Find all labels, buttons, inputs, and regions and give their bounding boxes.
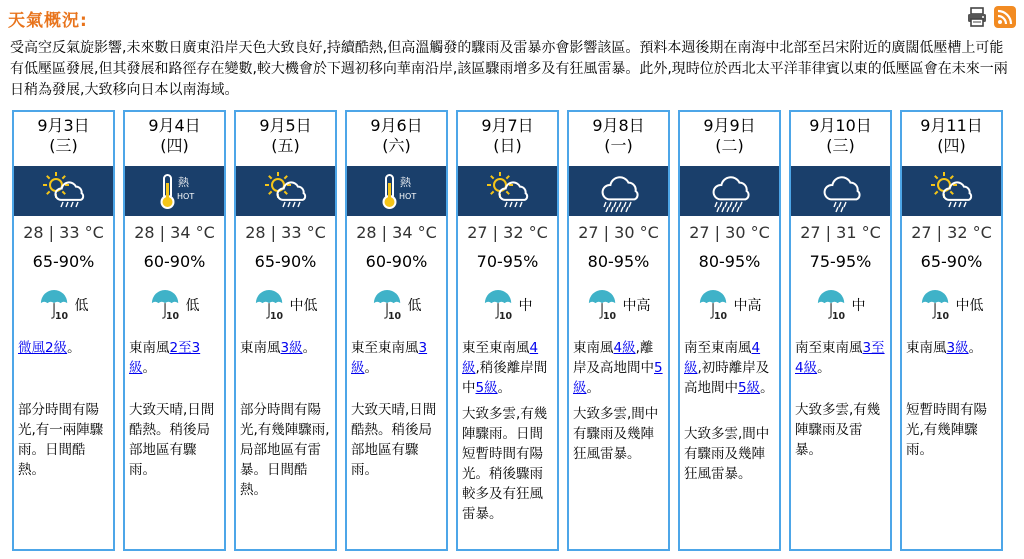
forecast-day-card: [567, 110, 670, 551]
wind-text: 東至東南風: [351, 340, 419, 356]
weather-description: 大致天晴,日間酷熱。稍後局部地區有驟雨。: [129, 402, 215, 478]
weather-description: 部分時間有陽光,有一兩陣驟雨。日間酷熱。: [18, 402, 104, 478]
temperature-range: 28 | 33 °C: [245, 223, 326, 242]
forecast-date: 9月4日: [148, 116, 201, 135]
wind-force-link[interactable]: 4級: [462, 340, 539, 376]
weather-description: 大致多雲,有幾陣驟雨。日間短暫時間有陽光。稍後驟雨較多及有狂風雷暴。: [462, 406, 548, 522]
humidity-range: 65-90%: [254, 252, 317, 271]
forecast-weekday: (四): [160, 136, 189, 155]
rain-probability-label: 中高: [622, 298, 651, 314]
weather-icon-band: [680, 166, 779, 216]
svg-text:熱: 熱: [399, 176, 411, 189]
forecast-date: 9月11日: [920, 116, 983, 135]
forecast-weekday: (四): [937, 136, 966, 155]
rain-probability-label: 低: [407, 298, 422, 314]
rain-probability[interactable]: [14, 288, 113, 322]
wind-force-link[interactable]: 3級: [351, 340, 428, 376]
wind-force-link[interactable]: 4級: [613, 340, 636, 356]
weather-icon-band: [125, 166, 224, 216]
rain-probability[interactable]: [791, 288, 890, 322]
forecast-weekday: (三): [49, 136, 78, 155]
umbrella-10-icon: [920, 288, 952, 322]
wind-text: 。: [497, 380, 512, 396]
rain-probability[interactable]: [458, 288, 557, 322]
rain-probability[interactable]: [569, 288, 668, 322]
temperature-range: 27 | 30 °C: [578, 223, 659, 242]
printer-icon[interactable]: [966, 6, 988, 28]
sunny-periods-showers-icon[interactable]: [263, 169, 309, 213]
wind-text: 南至東南風: [684, 340, 752, 356]
humidity-range: 70-95%: [476, 252, 539, 271]
svg-text:熱: 熱: [177, 176, 189, 189]
wind-text: 東南風: [240, 340, 281, 356]
forecast-day-card: [345, 110, 448, 551]
wind-force-link[interactable]: 5級: [475, 380, 498, 396]
weather-icon-band: [236, 166, 335, 216]
wind-text: 。: [142, 360, 156, 376]
umbrella-10-icon: [816, 288, 848, 322]
wind-text: 東南風: [129, 340, 170, 356]
temperature-range: 27 | 32 °C: [467, 223, 548, 242]
wind-text: 。: [968, 340, 983, 356]
temperature-range: 28 | 34 °C: [356, 223, 437, 242]
weather-description: 大致天晴,日間酷熱。稍後局部地區有驟雨。: [351, 402, 437, 478]
svg-text:10: 10: [54, 311, 68, 322]
umbrella-10-icon: [39, 288, 71, 322]
forecast-date: 9月7日: [481, 116, 534, 135]
wind-force-link[interactable]: 微風2級: [18, 340, 68, 356]
rain-probability[interactable]: [125, 288, 224, 322]
temperature-range: 28 | 34 °C: [134, 223, 215, 242]
svg-text:10: 10: [387, 311, 401, 322]
forecast-date: 9月10日: [809, 116, 872, 135]
svg-text:10: 10: [165, 311, 179, 322]
forecast-date: 9月3日: [37, 116, 90, 135]
temperature-range: 27 | 30 °C: [689, 223, 770, 242]
wind-forecast: [795, 338, 886, 378]
rss-icon[interactable]: [994, 6, 1016, 28]
hot-icon[interactable]: [374, 169, 420, 213]
weather-description: 大致多雲,間中有驟雨及幾陣狂風雷暴。: [573, 406, 659, 462]
sunny-periods-showers-icon[interactable]: [485, 169, 531, 213]
rain-probability[interactable]: [680, 288, 779, 322]
wind-forecast: [462, 338, 553, 398]
light-showers-icon[interactable]: [818, 169, 864, 213]
humidity-range: 75-95%: [809, 252, 872, 271]
umbrella-10-icon: [587, 288, 619, 322]
wind-text: 。: [817, 360, 831, 376]
svg-text:10: 10: [831, 311, 845, 322]
wind-force-link[interactable]: 3級: [946, 340, 969, 356]
svg-text:HOT: HOT: [398, 192, 416, 201]
weather-icon-band: [347, 166, 446, 216]
wind-force-link[interactable]: 2至3級: [129, 340, 201, 376]
forecast-date: 9月8日: [592, 116, 645, 135]
forecast-date: 9月6日: [370, 116, 423, 135]
wind-forecast: [573, 338, 664, 398]
temperature-range: 27 | 31 °C: [800, 223, 881, 242]
forecast-day-card: [234, 110, 337, 551]
forecast-weekday: (一): [604, 136, 633, 155]
humidity-range: 80-95%: [587, 252, 650, 271]
weather-icon-band: [14, 166, 113, 216]
forecast-day-card: [900, 110, 1003, 551]
wind-text: 東南風: [573, 340, 614, 356]
page-title: 天氣概況:: [8, 11, 88, 31]
rain-probability-label: 低: [185, 298, 200, 314]
wind-force-link[interactable]: 3至4級: [795, 340, 885, 376]
weather-icon-band: [902, 166, 1001, 216]
wind-forecast: [351, 338, 442, 378]
umbrella-10-icon: [372, 288, 404, 322]
wind-text: ,離岸及高地間中: [573, 340, 654, 376]
umbrella-10-icon: [150, 288, 182, 322]
forecast-date: 9月5日: [259, 116, 312, 135]
humidity-range: 60-90%: [143, 252, 206, 271]
rain-probability-label: 低: [74, 298, 89, 314]
humidity-range: 80-95%: [698, 252, 761, 271]
svg-text:10: 10: [935, 311, 949, 322]
wind-text: ,稍後離岸間中: [462, 360, 548, 396]
rain-probability[interactable]: [347, 288, 446, 322]
sunny-periods-showers-icon[interactable]: [929, 169, 975, 213]
weather-description: 大致多雲,間中有驟雨及幾陣狂風雷暴。: [684, 426, 770, 482]
svg-text:10: 10: [602, 311, 616, 322]
wind-forecast: [18, 338, 109, 358]
weather-description: 部分時間有陽光,有幾陣驟雨,局部地區有雷暴。日間酷熱。: [240, 402, 330, 498]
forecast-weekday: (三): [826, 136, 855, 155]
humidity-range: 60-90%: [365, 252, 428, 271]
temperature-range: 27 | 32 °C: [911, 223, 992, 242]
forecast-day-card: [678, 110, 781, 551]
weather-icon-band: [791, 166, 890, 216]
wind-text: 東至東南風: [462, 340, 530, 356]
wind-text: ,初時離岸及高地間中: [684, 360, 770, 396]
wind-text: 東南風: [906, 340, 947, 356]
showers-icon[interactable]: [707, 169, 753, 213]
humidity-range: 65-90%: [920, 252, 983, 271]
rain-probability-label: 中: [518, 298, 533, 314]
wind-text: 。: [67, 340, 81, 356]
forecast-weekday: (六): [382, 136, 411, 155]
wind-forecast: [684, 338, 775, 398]
weather-summary: 受高空反氣旋影響,未來數日廣東沿岸天色大致良好,持續酷熱,但高溫觸發的驟雨及雷暴亦會影響該區。預料本週後期在南海中北部至呂宋附近的廣闊低壓槽上可能有低壓區發展,但其發展和路徑存在變數,較大機會於下週初移向華南沿岸,該區驟雨增多及有狂風雷暴。此外,現時位於西北太平洋菲律賓以東的低壓區會在未來一兩日稍為發展,大致移向日本以南海域。: [10, 40, 1008, 98]
umbrella-10-icon: [254, 288, 286, 322]
forecast-weekday: (日): [493, 136, 522, 155]
wind-text: 。: [760, 380, 774, 396]
wind-force-link[interactable]: 4級: [684, 340, 761, 376]
wind-text: 。: [302, 340, 317, 356]
weather-icon-band: [569, 166, 668, 216]
rain-probability[interactable]: [902, 288, 1001, 322]
forecast-day-card: [123, 110, 226, 551]
hot-icon[interactable]: [152, 169, 198, 213]
rain-probability-label: 中低: [289, 298, 318, 314]
svg-text:HOT: HOT: [176, 192, 194, 201]
rain-probability-label: 中: [851, 298, 866, 314]
wind-forecast: [129, 338, 220, 378]
weather-description: 大致多雲,有幾陣驟雨及雷暴。: [795, 402, 881, 458]
svg-text:10: 10: [498, 311, 512, 322]
rain-probability-label: 中高: [733, 298, 762, 314]
wind-text: 。: [364, 360, 378, 376]
forecast-day-card: [12, 110, 115, 551]
forecast-day-card: [456, 110, 559, 551]
humidity-range: 65-90%: [32, 252, 95, 271]
wind-forecast: [240, 338, 331, 358]
forecast-weekday: (二): [715, 136, 744, 155]
weather-icon-band: [458, 166, 557, 216]
forecast-days: [12, 110, 1003, 551]
wind-force-link[interactable]: 5級: [738, 380, 761, 396]
umbrella-10-icon: [483, 288, 515, 322]
wind-text: 。: [586, 380, 600, 396]
sunny-periods-showers-icon[interactable]: [41, 169, 87, 213]
svg-text:10: 10: [269, 311, 283, 322]
umbrella-10-icon: [698, 288, 730, 322]
forecast-date: 9月9日: [703, 116, 756, 135]
temperature-range: 28 | 33 °C: [23, 223, 104, 242]
top-actions: [966, 6, 1016, 28]
forecast-weekday: (五): [271, 136, 300, 155]
rain-probability-label: 中低: [955, 298, 984, 314]
forecast-day-card: [789, 110, 892, 551]
wind-text: 南至東南風: [795, 340, 863, 356]
wind-force-link[interactable]: 3級: [280, 340, 303, 356]
wind-force-link[interactable]: 5級: [573, 360, 663, 396]
wind-forecast: [906, 338, 997, 358]
showers-icon[interactable]: [596, 169, 642, 213]
svg-text:10: 10: [713, 311, 727, 322]
rain-probability[interactable]: [236, 288, 335, 322]
weather-description: 短暫時間有陽光,有幾陣驟雨。: [906, 402, 987, 458]
